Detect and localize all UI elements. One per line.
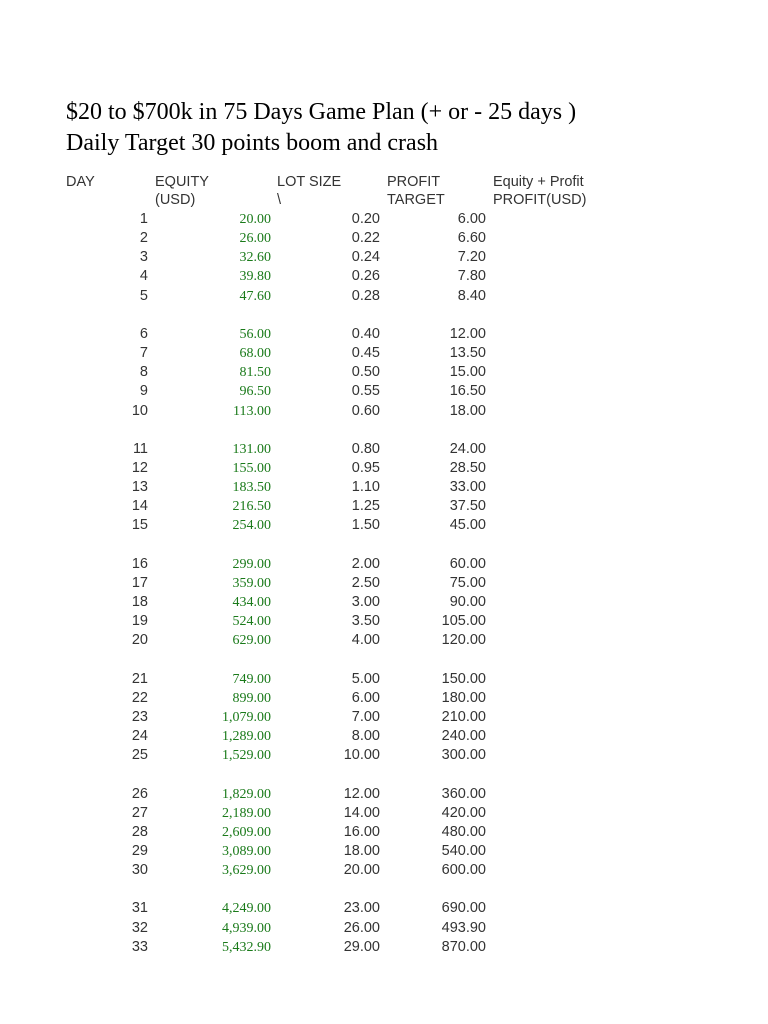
equity-cell: 68.00 [239, 346, 271, 361]
profit-target-cell: 6.00 [457, 211, 486, 227]
equity-cell: 254.00 [232, 518, 271, 534]
profit-target-cell: 300.00 [441, 747, 486, 764]
table-row [0, 804, 768, 823]
profit-target-cell: 18.00 [449, 402, 486, 419]
profit-target-cell: 240.00 [441, 728, 486, 745]
profit-target-cell: 600.00 [441, 862, 486, 879]
equity-cell: 1,529.00 [222, 748, 271, 764]
day-cell: 8 [139, 364, 148, 381]
lot-size-cell: 14.00 [343, 804, 380, 821]
day-cell: 6 [139, 325, 148, 342]
lot-size-cell: 16.00 [343, 823, 380, 840]
header-day: DAY [66, 174, 95, 190]
equity-cell: 96.50 [239, 384, 271, 400]
table-row [0, 267, 768, 286]
page-title: $20 to $700k in 75 Days Game Plan (+ or - 25 days ) [66, 99, 577, 125]
lot-size-cell: 0.40 [351, 325, 380, 342]
lot-size-cell: 1.50 [351, 517, 380, 534]
day-cell: 28 [131, 823, 148, 840]
equity-cell: 39.80 [239, 269, 271, 285]
profit-target-cell: 37.50 [449, 498, 486, 515]
table-row [0, 727, 768, 746]
lot-size-cell: 0.95 [351, 459, 380, 476]
equity-cell: 299.00 [232, 556, 271, 572]
table-row [0, 670, 768, 689]
equity-cell: 56.00 [239, 326, 271, 342]
profit-target-cell: 75.00 [449, 574, 486, 591]
day-cell: 32 [131, 919, 148, 936]
equity-cell: 32.60 [239, 250, 271, 266]
day-cell: 23 [131, 708, 148, 725]
table-row [0, 689, 768, 708]
table-row [0, 229, 768, 248]
table-row [0, 612, 768, 631]
lot-size-cell: 3.50 [351, 613, 380, 630]
lot-size-cell: 4.00 [351, 632, 380, 649]
day-cell: 27 [131, 804, 148, 821]
equity-cell: 359.00 [232, 575, 271, 591]
profit-target-cell: 540.00 [441, 842, 486, 859]
equity-cell: 1,829.00 [222, 786, 271, 802]
day-cell: 22 [131, 689, 148, 706]
lot-size-cell: 18.00 [343, 842, 380, 859]
table-row [0, 210, 768, 229]
lot-size-cell: 10.00 [343, 747, 380, 764]
lot-size-cell: 2.00 [351, 555, 380, 572]
profit-target-cell: 690.00 [441, 900, 486, 917]
profit-target-cell: 16.50 [449, 383, 486, 400]
day-cell: 2 [139, 230, 148, 247]
table-row [0, 497, 768, 516]
profit-target-cell: 210.00 [441, 708, 486, 725]
profit-target-cell: 480.00 [441, 823, 486, 840]
profit-target-cell: 28.50 [449, 459, 486, 476]
equity-cell: 131.00 [232, 441, 271, 457]
equity-cell: 1,079.00 [222, 709, 271, 725]
lot-size-cell: 6.00 [351, 689, 380, 706]
equity-cell: 113.00 [233, 403, 271, 419]
equity-cell: 629.00 [232, 633, 271, 649]
equity-cell: 1,289.00 [222, 729, 271, 745]
table-row [0, 861, 768, 880]
equity-cell: 434.00 [232, 595, 271, 610]
day-cell: 4 [139, 268, 148, 285]
day-cell: 9 [139, 383, 148, 400]
table-row [0, 516, 768, 535]
header-profit: PROFIT [387, 174, 441, 190]
table-row [0, 938, 768, 957]
equity-cell: 4,249.00 [222, 901, 271, 917]
table-row [0, 823, 768, 842]
header-lot-size: LOT SIZE [277, 174, 342, 190]
table-row [0, 325, 768, 344]
day-cell: 30 [131, 862, 148, 879]
equity-cell: 4,939.00 [222, 920, 271, 936]
profit-target-cell: 7.20 [457, 249, 486, 266]
lot-size-cell: 7.00 [351, 708, 380, 725]
lot-size-cell: 8.00 [351, 728, 380, 745]
lot-size-cell: 2.50 [351, 574, 380, 591]
day-cell: 10 [131, 402, 148, 419]
day-cell: 25 [131, 747, 148, 764]
profit-target-cell: 15.00 [449, 364, 486, 381]
day-cell: 3 [139, 249, 148, 266]
lot-size-cell: 0.60 [351, 402, 380, 419]
table-row [0, 363, 768, 382]
day-cell: 17 [131, 574, 148, 591]
profit-target-cell: 870.00 [441, 938, 486, 955]
profit-target-cell: 45.00 [449, 517, 486, 534]
table-row [0, 478, 768, 497]
lot-size-cell: 0.22 [351, 230, 380, 247]
profit-target-cell: 12.00 [449, 325, 486, 342]
equity-cell: 155.00 [232, 460, 271, 476]
lot-size-cell: 0.55 [351, 383, 380, 400]
profit-target-cell: 8.40 [457, 287, 486, 304]
table-row [0, 382, 768, 401]
day-cell: 33 [131, 938, 148, 955]
lot-size-cell: 3.00 [351, 594, 380, 610]
profit-target-cell: 6.60 [457, 230, 486, 247]
table-row [0, 842, 768, 861]
table-row [0, 555, 768, 574]
lot-size-cell: 0.28 [351, 287, 380, 304]
table-row [0, 919, 768, 938]
day-cell: 7 [139, 345, 148, 361]
equity-cell: 216.50 [232, 499, 271, 515]
lot-size-cell: 0.20 [351, 211, 380, 227]
day-cell: 21 [131, 670, 148, 687]
lot-size-cell: 29.00 [343, 938, 380, 955]
equity-cell: 749.00 [232, 671, 271, 687]
table-row [0, 459, 768, 478]
day-cell: 15 [131, 517, 148, 534]
table-row [0, 574, 768, 593]
day-cell: 14 [131, 498, 148, 515]
equity-cell: 81.50 [239, 365, 271, 381]
equity-cell: 26.00 [239, 231, 271, 247]
equity-cell: 5,432.90 [222, 939, 271, 955]
table-row [0, 248, 768, 267]
day-cell: 20 [131, 632, 148, 649]
equity-cell: 3,629.00 [222, 863, 271, 879]
header-profit-usd: PROFIT(USD) [493, 192, 587, 208]
profit-target-cell: 150.00 [441, 670, 486, 687]
profit-target-cell: 180.00 [441, 689, 486, 706]
table-row [0, 899, 768, 918]
day-cell: 31 [131, 900, 148, 917]
profit-target-cell: 7.80 [457, 268, 486, 285]
lot-size-cell: 1.10 [351, 479, 380, 496]
day-cell: 29 [131, 842, 148, 859]
table-row [0, 631, 768, 650]
table-row [0, 708, 768, 727]
lot-size-cell: 12.00 [343, 785, 380, 802]
lot-size-cell: 0.26 [351, 268, 380, 285]
equity-cell: 2,189.00 [222, 805, 271, 821]
profit-target-cell: 13.50 [449, 345, 486, 361]
lot-size-cell: 0.45 [351, 345, 380, 361]
day-cell: 19 [131, 613, 148, 630]
profit-target-cell: 360.00 [441, 785, 486, 802]
lot-size-cell: 26.00 [343, 919, 380, 936]
header-equity: EQUITY [155, 174, 209, 190]
table-row [0, 440, 768, 459]
table-row [0, 287, 768, 306]
lot-size-cell: 5.00 [351, 670, 380, 687]
profit-target-cell: 33.00 [449, 479, 486, 496]
header-profit-target: TARGET [387, 192, 445, 208]
profit-target-cell: 105.00 [441, 613, 486, 630]
profit-target-cell: 493.90 [441, 919, 486, 936]
table-row [0, 785, 768, 804]
equity-cell: 899.00 [232, 690, 271, 706]
header-lot-size-mark: \ [277, 192, 282, 208]
day-cell: 24 [131, 728, 148, 745]
day-cell: 16 [131, 555, 148, 572]
profit-target-cell: 60.00 [449, 555, 486, 572]
lot-size-cell: 0.80 [351, 440, 380, 457]
profit-target-cell: 90.00 [449, 594, 486, 610]
day-cell: 26 [131, 785, 148, 802]
equity-cell: 2,609.00 [222, 824, 271, 840]
equity-cell: 183.50 [232, 480, 271, 496]
table-row [0, 593, 768, 612]
table-row [0, 344, 768, 363]
day-cell: 18 [131, 594, 148, 610]
lot-size-cell: 1.25 [351, 498, 380, 515]
page-subtitle: Daily Target 30 points boom and crash [66, 130, 439, 156]
equity-cell: 47.60 [239, 288, 271, 304]
table-row [0, 402, 768, 421]
lot-size-cell: 0.50 [351, 364, 380, 381]
equity-cell: 3,089.00 [222, 843, 271, 859]
table-row [0, 746, 768, 765]
header-equity-unit: (USD) [155, 192, 196, 208]
day-cell: 1 [139, 211, 148, 227]
lot-size-cell: 20.00 [343, 862, 380, 879]
lot-size-cell: 23.00 [343, 900, 380, 917]
profit-target-cell: 24.00 [449, 440, 486, 457]
lot-size-cell: 0.24 [351, 249, 380, 266]
day-cell: 11 [132, 440, 148, 457]
profit-target-cell: 120.00 [441, 632, 486, 649]
day-cell: 13 [131, 479, 148, 496]
equity-cell: 524.00 [232, 614, 271, 630]
day-cell: 5 [139, 287, 148, 304]
profit-target-cell: 420.00 [441, 804, 486, 821]
header-equity-plus-profit: Equity + Profit [493, 174, 584, 190]
equity-cell: 20.00 [239, 212, 271, 227]
day-cell: 12 [131, 459, 148, 476]
